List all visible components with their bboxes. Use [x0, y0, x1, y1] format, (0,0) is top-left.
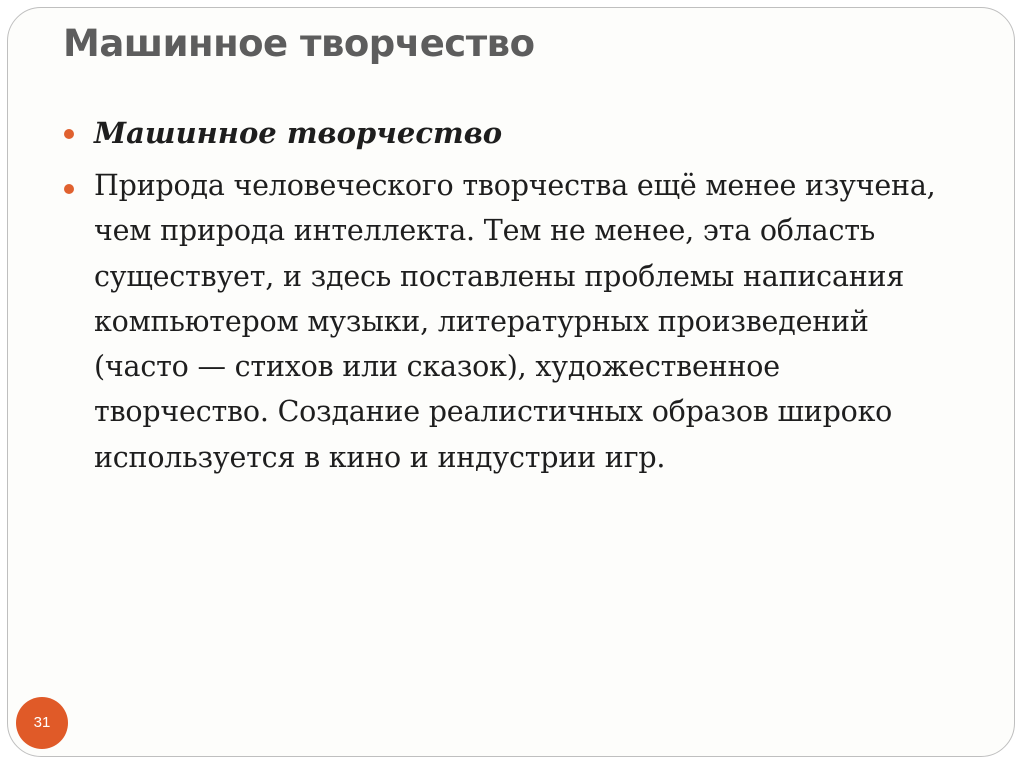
slide-title: Машинное творчество — [63, 22, 535, 65]
bullet-text-body: Природа человеческого творчества ещё менее изучена, чем природа интеллекта. Тем не менее, эта область существует, и здесь поставлены проблемы написания компьютером музыки, литературных произведений (часто — стихов или сказок), художественное творчество. Создание реалистичных образов широко используется в кино и индустрии игр. — [94, 169, 936, 474]
bullet-list — [64, 110, 954, 487]
bullet-item — [64, 163, 954, 480]
bullet-text-heading: Машинное творчество — [94, 116, 503, 150]
bullet-dot-icon — [64, 129, 74, 139]
bullet-dot-icon — [64, 184, 74, 194]
bullet-item — [64, 110, 954, 156]
slide-number-badge: 31 — [16, 697, 68, 749]
